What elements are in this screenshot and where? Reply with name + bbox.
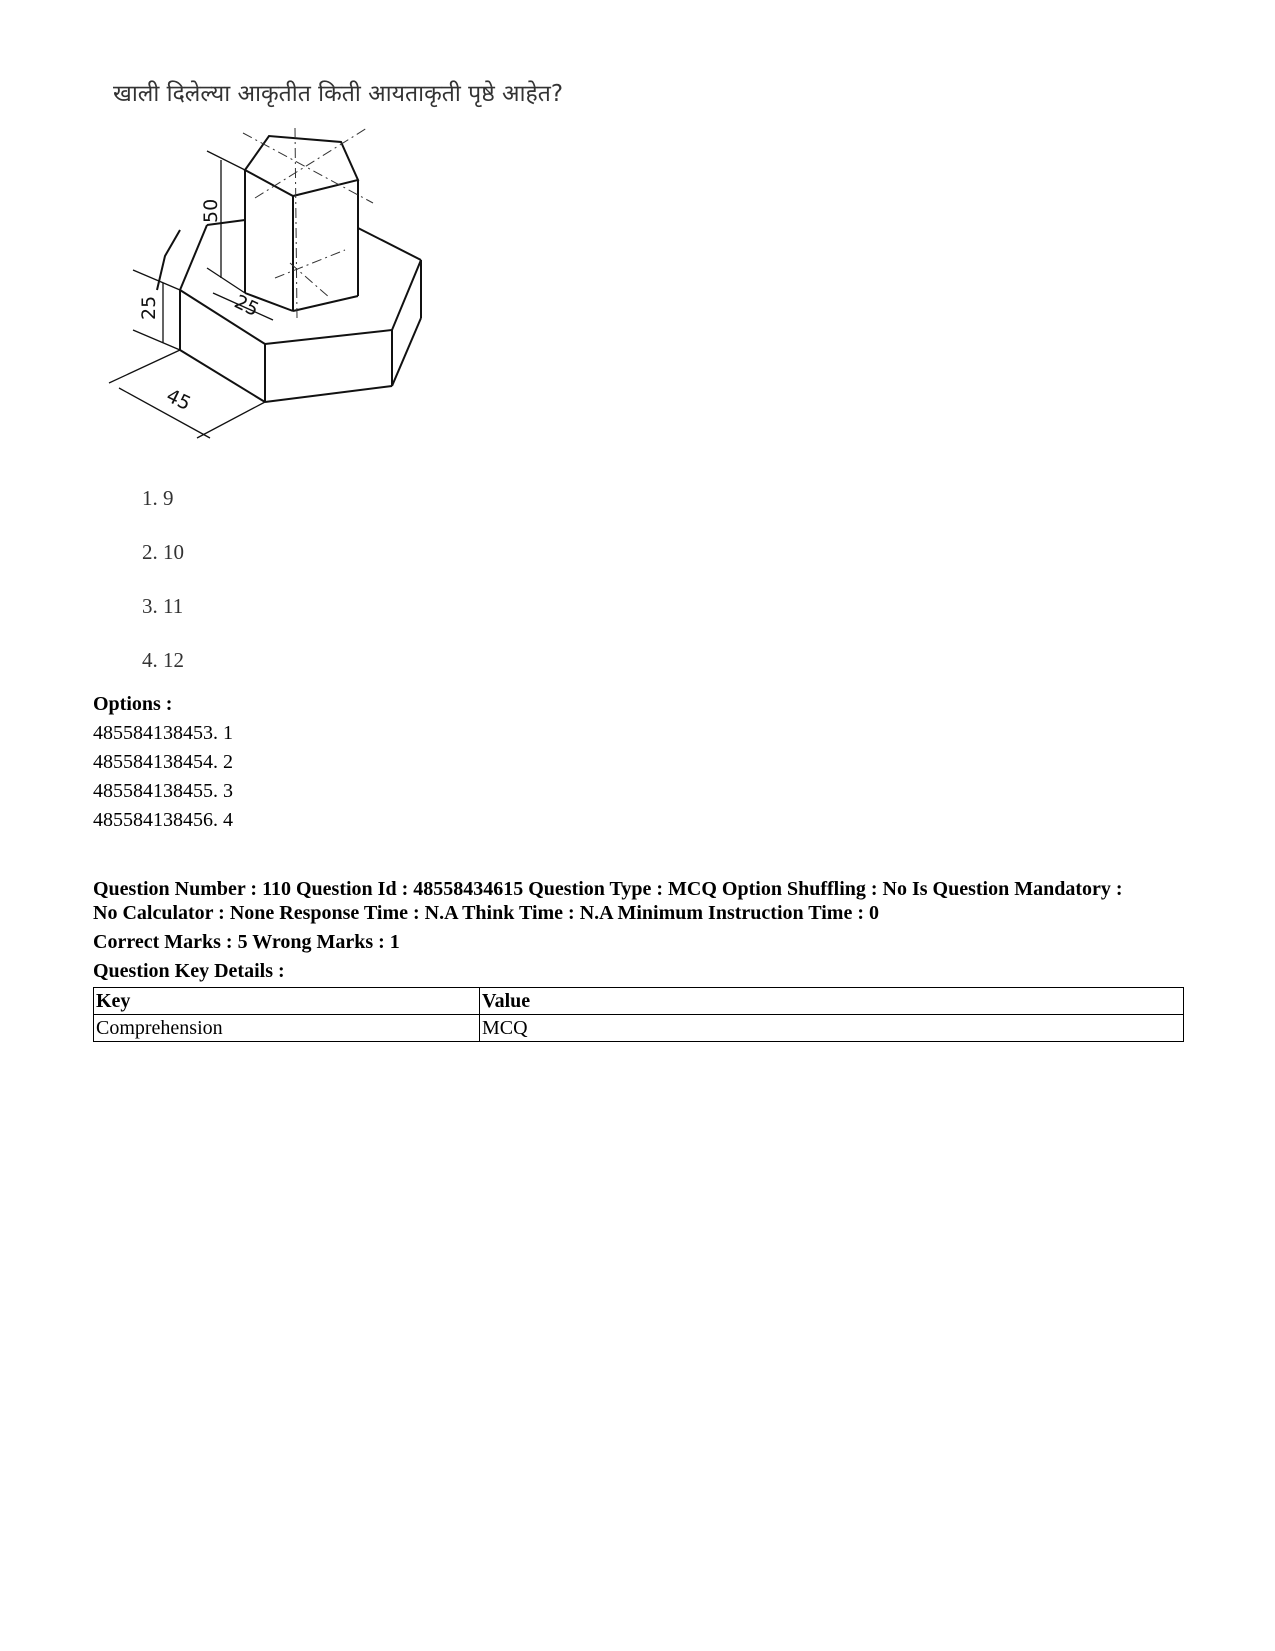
choice-1: 1. 9	[142, 486, 174, 510]
prism-bottom-right	[293, 296, 358, 311]
base-bottom-back	[392, 318, 421, 386]
dim-label-25-left: 25	[138, 295, 160, 320]
meta-marks: Correct Marks : 5 Wrong Marks : 1	[93, 931, 400, 953]
option-id-3: 485584138455. 3	[93, 780, 233, 802]
option-id-1: 485584138453. 1	[93, 722, 233, 744]
option-id-2: 485584138454. 2	[93, 751, 233, 773]
choice-2: 2. 10	[142, 540, 184, 564]
prism-top	[245, 136, 358, 196]
meta-line-2: No Calculator : None Response Time : N.A Think Time : N.A Minimum Instruction Time : 0	[93, 902, 879, 924]
options-label: Options :	[93, 693, 173, 715]
option-id-4: 485584138456. 4	[93, 809, 233, 831]
isometric-figure	[105, 128, 445, 464]
base-bottom-right	[265, 386, 392, 402]
dim-label-50: 50	[200, 198, 222, 223]
base-back-left	[180, 225, 207, 290]
question-key-table	[93, 987, 1184, 1042]
dim-label-25-base: 25	[230, 290, 263, 322]
cell-key: Comprehension	[94, 1015, 480, 1042]
base-back-right	[358, 228, 421, 260]
table-header-row	[94, 988, 1184, 1015]
choice-3: 3. 11	[142, 594, 184, 618]
table-row	[94, 1015, 1184, 1042]
question-text: खाली दिलेल्या आकृतीत किती आयताकृती पृष्ठे आहेत?	[113, 81, 564, 107]
dim-label-45: 45	[162, 384, 195, 416]
meta-key-details-label: Question Key Details :	[93, 960, 285, 982]
header-key: Key	[94, 988, 480, 1015]
choice-4: 4. 12	[142, 648, 184, 672]
header-value: Value	[480, 988, 1184, 1015]
question-meta	[93, 877, 1193, 983]
cell-value: MCQ	[480, 1015, 1184, 1042]
meta-line-1: Question Number : 110 Question Id : 48558434615 Question Type : MCQ Option Shuffling : No Is Question Mandatory :	[93, 878, 1123, 900]
